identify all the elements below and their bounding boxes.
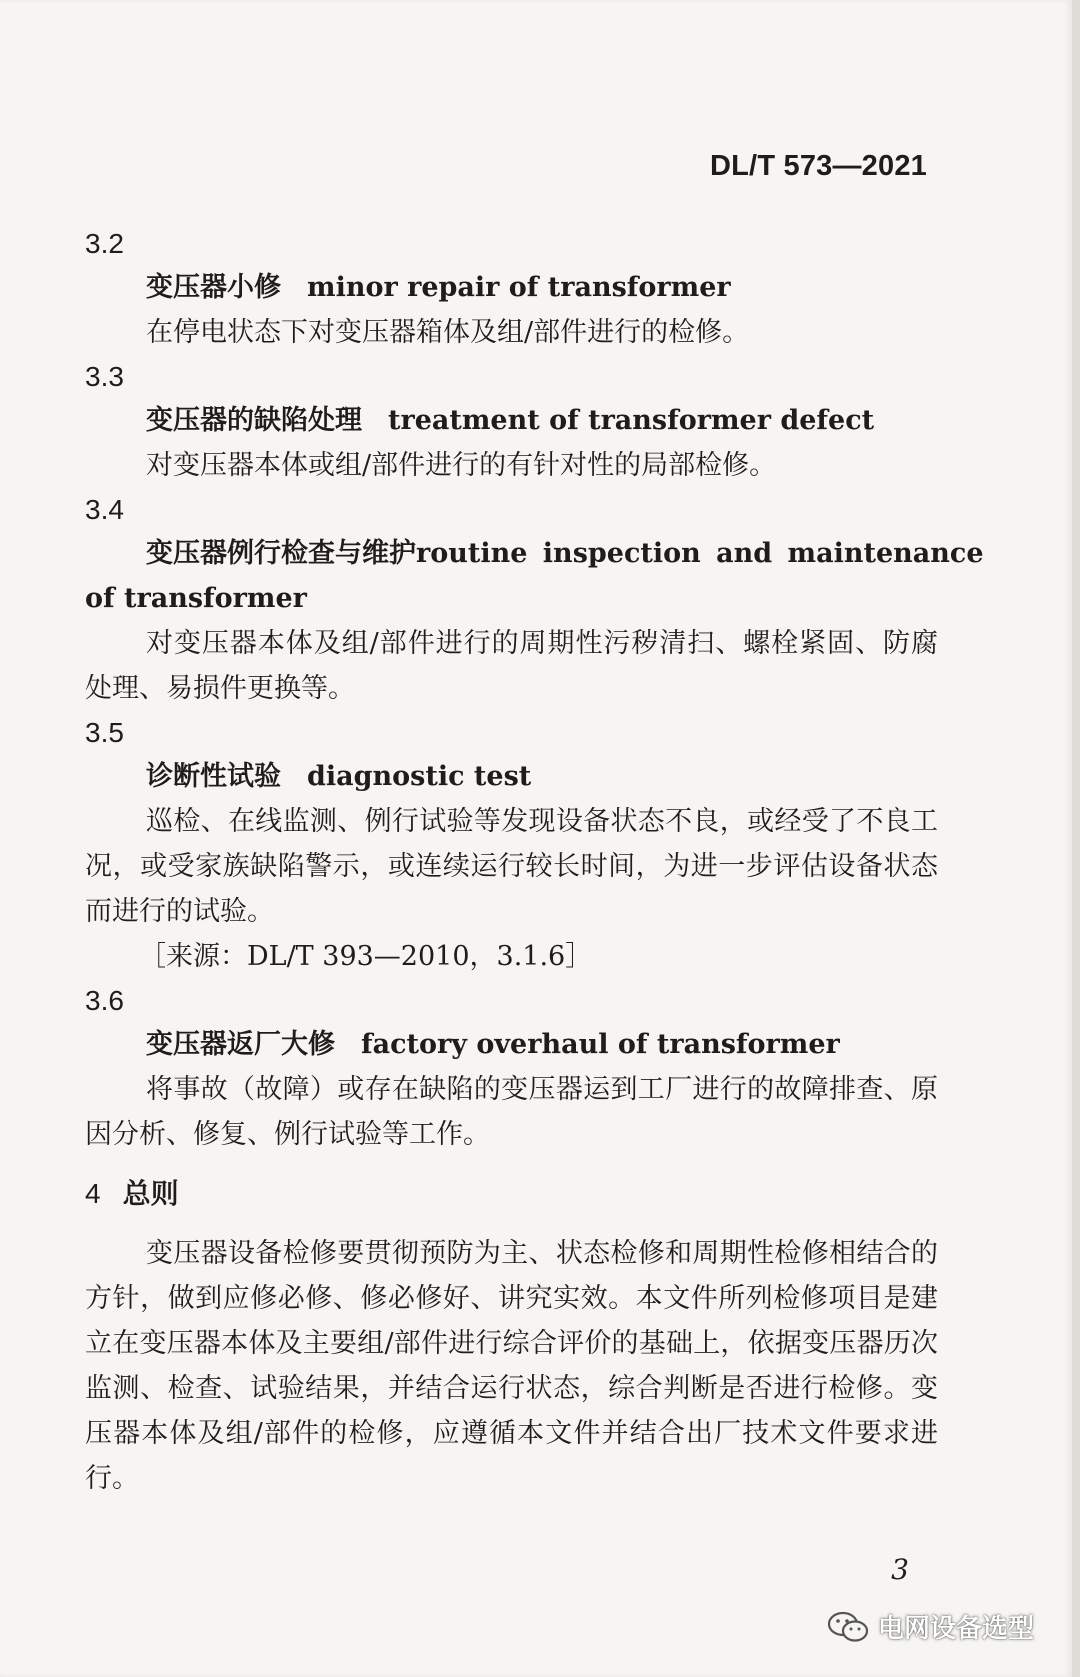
clause-number: 3.4 [85,494,124,525]
term-english-line1: routine inspection and maintenance [416,538,984,569]
term-heading [85,1023,938,1067]
term-chinese: 变压器返厂大修 [146,1029,335,1060]
clause-number: 3.6 [85,985,124,1016]
page-number: 3 [891,1553,909,1586]
clause-3-4 [85,488,984,711]
term-english-line2: of transformer [85,583,307,614]
term-heading [85,755,938,799]
section-4 [85,1171,938,1501]
term-definition: 对变压器本体及组/部件进行的周期性污秽清扫、螺栓紧固、防腐处理、易损件更换等。 [85,628,938,704]
term-heading [85,266,938,310]
term-chinese: 诊断性试验 [146,761,281,792]
clause-number: 3.2 [85,228,124,259]
term-heading [85,399,938,443]
clause-number: 3.3 [85,361,124,392]
term-definition: 在停电状态下对变压器箱体及组/部件进行的检修。 [146,317,750,348]
document-body [85,222,984,1501]
section-title: 总则 [122,1177,179,1210]
term-heading [85,532,984,576]
standard-code: DL/T 573—2021 [710,150,927,182]
term-definition: 将事故（故障）或存在缺陷的变压器运到工厂进行的故障排查、原因分析、修复、例行试验等工作。 [85,1074,938,1150]
term-chinese: 变压器的缺陷处理 [146,405,362,436]
term-english: minor repair of transformer [307,272,731,303]
watermark-text: 电网设备选型 [877,1614,1034,1644]
watermark [826,1608,1034,1645]
term-chinese: 变压器例行检查与维护 [146,538,416,569]
section-number: 4 [85,1178,101,1209]
term-english: diagnostic test [307,761,532,792]
clause-3-6 [85,979,938,1157]
page-edge [1072,0,1080,1677]
section-heading [85,1171,938,1217]
clause-3-5 [85,711,938,979]
term-english: factory overhaul of transformer [361,1029,840,1060]
clause-3-3 [85,355,938,488]
clause-3-2 [85,222,938,355]
wechat-icon [826,1610,870,1644]
term-definition: 对变压器本体或组/部件进行的有针对性的局部检修。 [146,450,777,481]
source-citation: ［来源：DL/T 393—2010，3.1.6］ [139,941,593,972]
term-definition: 巡检、在线监测、例行试验等发现设备状态不良，或经受了不良工况，或受家族缺陷警示，或连续运行较长时间，为进一步评估设备状态而进行的试验。 [85,806,938,927]
term-english: treatment of transformer defect [388,405,875,436]
section-paragraph: 变压器设备检修要贯彻预防为主、状态检修和周期性检修相结合的方针，做到应修必修、修必修好、讲究实效。本文件所列检修项目是建立在变压器本体及主要组/部件进行综合评价的基础上，依据变压器历次监测、检查、试验结果，并结合运行状态，综合判断是否进行检修。变压器本体及组/部件的检修，应遵循本文件并结合出厂技术文件要求进行。 [85,1238,938,1494]
term-chinese: 变压器小修 [146,272,281,303]
clause-number: 3.5 [85,717,124,748]
